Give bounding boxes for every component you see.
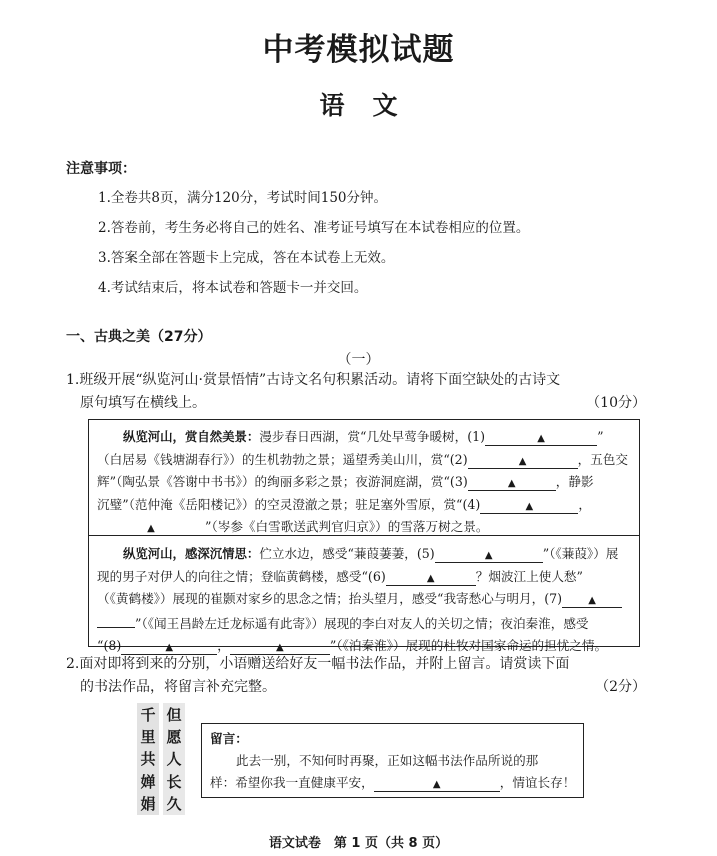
triangle-icon: ▲	[507, 478, 516, 489]
part-a-text: ，静影	[555, 474, 594, 489]
question-1-line: 1.班级开展“纵览河山·赏景悟情”古诗文名句积累活动。请将下面空缺处的古诗文	[66, 372, 561, 388]
part-a-text: ，	[578, 496, 591, 512]
box-part-feelings	[89, 535, 639, 653]
part-b-text: 现的男子对伊人的向往之情；登临黄鹤楼，感受“(6)	[97, 568, 386, 584]
note-text: 样：希望你我一直健康平安，	[210, 775, 374, 790]
triangle-icon: ▲	[588, 595, 596, 606]
question-1-prompt	[66, 369, 646, 415]
notice-item: 3.答案全部在答题卡上完成，答在本试卷上无效。	[98, 250, 395, 266]
question-2-line2: 的书法作品，将留言补充完整。	[80, 679, 276, 695]
calligraphy-column-right	[163, 703, 185, 815]
answer-blank-9[interactable]	[374, 775, 500, 792]
triangle-icon: ▲	[276, 642, 284, 653]
triangle-icon: ▲	[426, 572, 435, 584]
part-b-text: ”（《泊秦淮》）展现的杜牧对国家命运的担忧之情。	[329, 638, 608, 653]
answer-blank-5[interactable]	[435, 546, 543, 563]
part-b-lead: 纵览河山，感深沉情思：	[123, 546, 260, 561]
note-line	[210, 772, 575, 794]
triangle-icon: ▲	[484, 550, 493, 561]
section-heading: 一、古典之美（27分）	[66, 329, 212, 345]
question-1-line2: 原句填写在横线上。	[80, 395, 206, 411]
question-1-line	[66, 392, 646, 415]
part-a-text: （白居易《钱塘湖春行》）的生机勃勃之景；遥望秀美山川，赏“(2)	[97, 451, 468, 467]
part-label: （一）	[337, 352, 380, 368]
question-1-fill-box	[88, 419, 640, 653]
calligraphy-char: 长	[166, 772, 182, 791]
notice-item: 4.考试结束后，将本试卷和答题卡一并交回。	[98, 280, 368, 296]
part-b-text: ”（《闻王昌龄左迁龙标遥有此寄》）展现的李白对友人的关切之情；夜泊秦淮，感受	[135, 615, 589, 631]
calligraphy-char: 共	[140, 750, 156, 769]
calligraphy-char: 里	[140, 728, 156, 747]
part-a-text: 沉璧”（范仲淹《岳阳楼记》）的空灵澄澈之景；驻足塞外雪原，赏“(4)	[97, 496, 481, 512]
calligraphy-char: 久	[166, 795, 182, 814]
page-footer: 语文试卷 第 1 页（共 8 页）	[268, 836, 449, 851]
calligraphy-char: 千	[140, 705, 156, 724]
triangle-icon: ▲	[537, 433, 545, 444]
calligraphy-char: 人	[166, 750, 182, 769]
message-note-box	[201, 723, 584, 798]
question-2-prompt	[66, 653, 646, 699]
answer-blank-7b[interactable]	[97, 611, 135, 628]
exam-title: 中考模拟试题	[262, 32, 455, 68]
question-2-line: 2.面对即将到来的分别，小语赠送给好友一幅书法作品，并附上留言。请赏读下面	[66, 656, 570, 672]
answer-blank-2[interactable]	[468, 452, 578, 469]
triangle-icon: ▲	[165, 642, 174, 653]
calligraphy-char: 婵	[140, 772, 156, 791]
question-2-score: （2分）	[595, 679, 646, 695]
triangle-icon: ▲	[518, 455, 527, 467]
part-b-text: ，	[217, 638, 230, 653]
part-a-text: 辉”（陶弘景《答谢中书书》）的绚丽多彩之景；夜游洞庭湖，赏“(3)	[97, 474, 468, 489]
answer-blank-4b[interactable]	[97, 519, 205, 536]
note-text: ，情谊长存！	[499, 775, 576, 790]
calligraphy-char: 但	[166, 705, 182, 724]
part-b-text: ”（《蒹葭》）展	[542, 546, 619, 561]
answer-blank-3[interactable]	[468, 474, 556, 491]
note-label: 留言：	[210, 731, 248, 746]
calligraphy-char: 娟	[140, 795, 156, 814]
part-a-lead: 纵览河山，赏自然美景：	[123, 429, 260, 444]
question-2-line	[66, 676, 646, 699]
calligraphy-artwork	[137, 703, 187, 815]
triangle-icon: ▲	[432, 779, 441, 790]
part-b-text: ？烟波江上使人愁”	[475, 568, 583, 584]
answer-blank-4[interactable]	[480, 497, 578, 514]
part-b-text: （《黄鹤楼》）展现的崔颢对家乡的思念之情；抬头望月，感受“我寄愁心与明月，(7)	[97, 591, 563, 606]
calligraphy-column-left	[137, 703, 159, 815]
subject-title: 语文	[319, 91, 426, 120]
answer-blank-7[interactable]	[562, 591, 622, 608]
answer-blank-6[interactable]	[386, 569, 476, 586]
answer-blank-1[interactable]	[485, 429, 597, 446]
part-b-text: “(8)	[97, 638, 122, 653]
triangle-icon: ▲	[147, 523, 155, 534]
notice-list	[98, 186, 658, 306]
note-line: 此去一别，不知何时再聚，正如这幅书法作品所说的那	[236, 753, 539, 768]
calligraphy-char: 愿	[166, 728, 182, 747]
notice-heading: 注意事项：	[66, 161, 136, 177]
part-a-text: ，五色交	[577, 451, 628, 467]
notice-item: 2.答卷前，考生务必将自己的姓名、准考证号填写在本试卷相应的位置。	[98, 220, 530, 236]
triangle-icon: ▲	[525, 500, 534, 512]
part-a-text: ”（岑参《白雪歌送武判官归京》）的雪落万树之景。	[205, 519, 489, 534]
part-a-text: 漫步春日西湖，赏“几处早莺争暖树，(1)	[259, 429, 486, 444]
notice-item: 1.全卷共8页，满分120分，考试时间150分钟。	[98, 190, 388, 206]
part-a-text: ”	[597, 429, 604, 444]
question-1-score: （10分）	[586, 395, 646, 411]
part-b-text: 伫立水边，感受“蒹葭萋萋，(5)	[259, 546, 435, 561]
box-part-nature	[89, 420, 639, 535]
